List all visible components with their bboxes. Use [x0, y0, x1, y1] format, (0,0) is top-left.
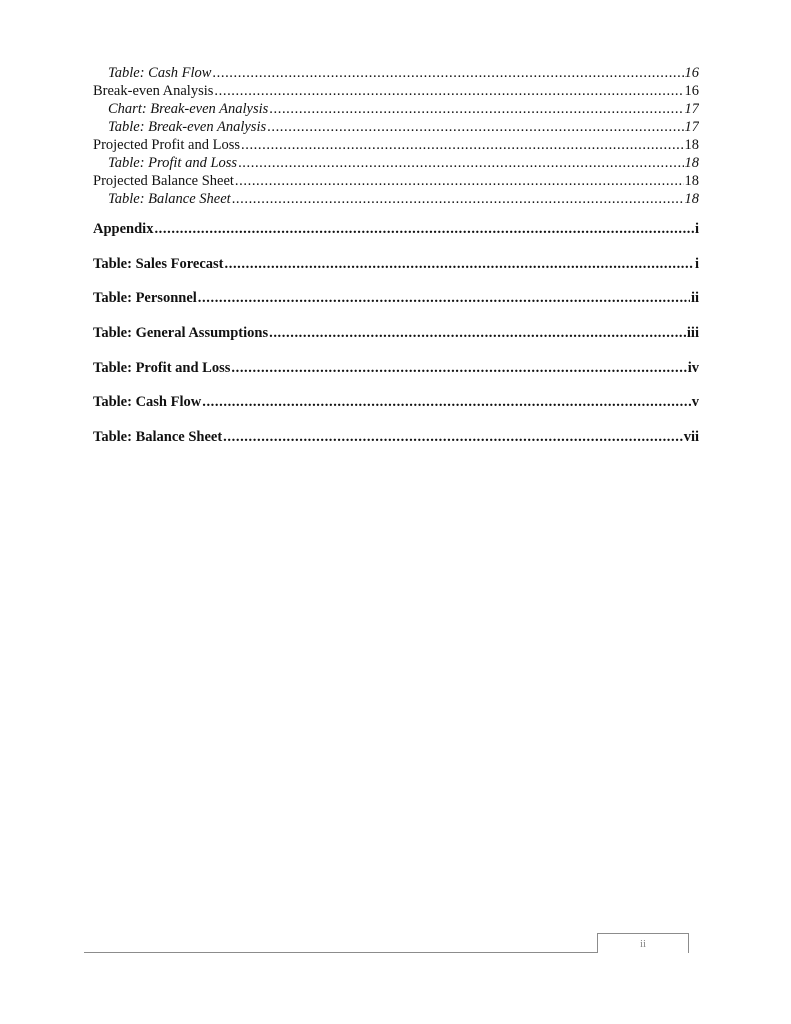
toc-entry-page: 18 [684, 137, 699, 153]
toc-entry-title: Projected Balance Sheet [93, 173, 234, 189]
toc-entry-title: Table: Profit and Loss [108, 155, 238, 171]
toc-entry-title: Break-even Analysis [93, 83, 214, 99]
dot-leader [214, 82, 683, 100]
dot-leader [225, 255, 694, 273]
toc-entry-page: i [694, 255, 699, 272]
dot-leader [235, 172, 684, 190]
toc-entry-appendix-personnel[interactable] [93, 281, 699, 316]
toc-entry-title: Table: Personnel [93, 290, 197, 307]
dot-leader [232, 190, 684, 208]
toc-entry-title: Table: Balance Sheet [108, 191, 231, 207]
toc-entry-page: 17 [684, 119, 699, 135]
dot-leader [241, 136, 684, 154]
toc-entry-appendix-balance-sheet[interactable] [93, 420, 699, 455]
toc-entry-page: ii [690, 290, 699, 307]
toc-entry-title: Table: Cash Flow [93, 394, 202, 411]
toc-entry-appendix[interactable] [93, 212, 699, 247]
toc-entry-title: Table: Balance Sheet [93, 429, 223, 446]
toc-entry-page: vii [683, 429, 699, 446]
dot-leader [231, 359, 686, 377]
toc-entry-page: 16 [684, 65, 699, 81]
toc-entry-title: Chart: Break-even Analysis [108, 101, 269, 117]
toc-entry-appendix-general-assumptions[interactable] [93, 316, 699, 351]
table-of-contents [93, 64, 699, 455]
toc-entry-title: Table: General Assumptions [93, 325, 269, 342]
toc-entry-projected-profit-and-loss[interactable] [93, 136, 699, 154]
toc-entry-title: Table: Sales Forecast [93, 255, 224, 272]
toc-entry-table-profit-and-loss[interactable] [93, 154, 699, 172]
toc-entry-title: Table: Profit and Loss [93, 359, 231, 376]
toc-entry-title: Table: Break-even Analysis [108, 119, 267, 135]
toc-entry-page: i [694, 221, 699, 237]
toc-entry-projected-balance-sheet[interactable] [93, 172, 699, 190]
dot-leader [267, 118, 683, 136]
toc-entry-title: Table: Cash Flow [108, 65, 212, 81]
footer-page-box [597, 933, 689, 953]
toc-entry-chart-break-even-analysis[interactable] [93, 100, 699, 118]
toc-entry-appendix-profit-and-loss[interactable] [93, 351, 699, 386]
dot-leader [212, 64, 683, 82]
footer-rule [84, 952, 597, 953]
toc-entry-page: 17 [684, 101, 699, 117]
dot-leader [269, 100, 683, 118]
dot-leader [269, 324, 686, 342]
toc-entry-page: iv [687, 359, 699, 376]
toc-entry-appendix-sales-forecast[interactable] [93, 247, 699, 282]
dot-leader [238, 154, 683, 172]
toc-entry-page: iii [686, 325, 699, 342]
dot-leader [154, 220, 694, 238]
dot-leader [223, 428, 683, 446]
dot-leader [202, 393, 691, 411]
toc-entry-table-break-even-analysis[interactable] [93, 118, 699, 136]
toc-entry-table-balance-sheet[interactable] [93, 190, 699, 208]
footer-page-number: ii [639, 938, 647, 950]
toc-entry-page: v [691, 394, 699, 411]
toc-entry-break-even-analysis[interactable] [93, 82, 699, 100]
toc-entry-page: 16 [684, 83, 699, 99]
toc-entry-title: Appendix [93, 221, 154, 237]
toc-entry-table-cash-flow[interactable] [93, 64, 699, 82]
toc-entry-title: Projected Profit and Loss [93, 137, 240, 153]
toc-entry-page: 18 [684, 191, 699, 207]
toc-entry-page: 18 [684, 173, 699, 189]
dot-leader [198, 289, 690, 307]
toc-entry-appendix-cash-flow[interactable] [93, 385, 699, 420]
toc-entry-page: 18 [684, 155, 699, 171]
